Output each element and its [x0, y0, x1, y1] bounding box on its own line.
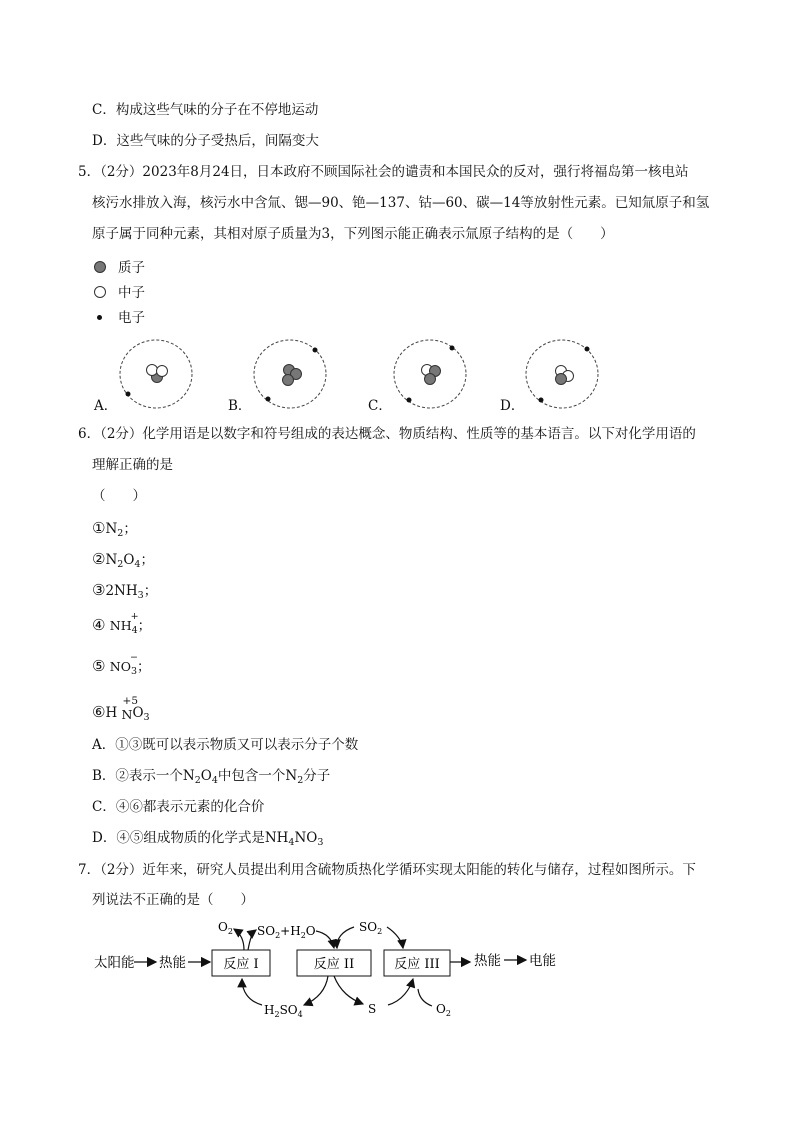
atom-diagram-d — [524, 338, 604, 410]
electric-energy-label: 电能 — [529, 953, 556, 969]
separator: ； — [137, 618, 152, 634]
q6-item-4 — [92, 611, 152, 636]
formula-subscript: 2 — [117, 528, 124, 539]
formula-subscript: 4 — [288, 837, 295, 848]
formula-subscript: 3 — [130, 666, 137, 677]
q5-option-c-label: C． — [368, 398, 392, 414]
separator: ； — [123, 521, 137, 537]
arrow-s-to-reaction3 — [388, 979, 413, 1005]
nitrate-ion — [109, 652, 138, 677]
q5-option-a-label: A． — [94, 398, 118, 414]
electron-icon — [97, 315, 102, 320]
q6-option-b — [92, 766, 330, 786]
q4-option-d: D．这些气味的分子受热后，间隔变大 — [92, 133, 319, 149]
formula-part: N — [285, 768, 298, 784]
option-text: B．②表示一个 — [92, 768, 183, 784]
item-marker: ⑤ — [92, 657, 106, 675]
formula-part: N — [105, 521, 118, 537]
formula-part: 2NH — [105, 583, 138, 599]
formula-subscript: 2 — [297, 775, 304, 786]
q6-item-3 — [92, 580, 157, 601]
electron — [407, 398, 412, 403]
formula-subscript: 3 — [137, 590, 144, 601]
q6-stem-line1: 6．（2分）化学用语是以数字和符号组成的表达概念、物质结构、性质等的基本语言。以下对化学用语的 — [78, 426, 696, 442]
q6-option-c: C．④⑥都表示元素的化合价 — [92, 799, 265, 815]
q6-option-d — [92, 828, 323, 848]
legend-neutron-label: 中子 — [118, 285, 145, 301]
formula-part: N — [182, 768, 195, 784]
legend-proton-label: 质子 — [118, 260, 145, 276]
proton-icon — [94, 261, 106, 273]
reaction-1-label: 反应 I — [223, 957, 259, 972]
option-text: D．④⑤组成物质的化学式是 — [92, 830, 265, 846]
formula-subscript: 4 — [134, 559, 141, 570]
formula-subscript: 2 — [194, 775, 201, 786]
formula-subscript: 4 — [211, 775, 218, 786]
q5-stem-line3: 原子属于同种元素，其相对原子质量为3，下列图示能正确表示氚原子结构的是（ ） — [92, 226, 614, 242]
q7-stem-line1: 7．（2分）近年来，研究人员提出利用含硫物质热化学循环实现太阳能的转化与储存，过程如图所示。下 — [78, 862, 696, 878]
q6-paren: （ ） — [92, 488, 146, 504]
formula-subscript: 2 — [117, 559, 124, 570]
electron — [450, 346, 455, 351]
formula-part: O — [123, 552, 135, 568]
neutron-icon — [94, 286, 106, 298]
formula-part: NO — [294, 830, 318, 846]
arrow-so2-h2o-in — [316, 931, 334, 948]
q6-item-2 — [92, 549, 154, 570]
formula-part: H — [105, 705, 118, 721]
q5-option-b-label: B． — [228, 398, 252, 414]
arrow-o2-out — [234, 929, 244, 950]
o2-bottom-label: $O_2$ — [436, 1002, 451, 1018]
q5-option-d-label: D． — [500, 398, 525, 414]
heat-output-label: 热能 — [474, 953, 501, 969]
reaction-3-label: 反应 III — [394, 957, 440, 972]
q4-option-c: C．构成这些气味的分子在不停地运动 — [92, 102, 319, 118]
ammonium-ion — [109, 611, 139, 636]
h2so4-label: $H_2SO_4$ — [264, 1003, 303, 1019]
electron — [313, 348, 318, 353]
electron — [126, 392, 131, 397]
item-marker: ⑥ — [92, 703, 106, 721]
valence: +5 — [122, 695, 139, 707]
formula-part: NH — [264, 830, 289, 846]
formula-part: O — [200, 768, 212, 784]
valence-annotated-element — [121, 695, 139, 723]
so2-h2o-label: $SO_2+H_2O$ — [257, 924, 316, 940]
o2-top-label: $O_2$ — [218, 920, 233, 936]
formula-part: N — [121, 707, 133, 722]
proton — [556, 374, 567, 385]
option-text: 分子 — [303, 768, 331, 784]
arrow-so2-to-reaction3 — [387, 927, 403, 948]
arrow-h2so4-to-reaction1 — [242, 979, 262, 1005]
option-text: 中包含一个 — [217, 768, 286, 784]
solar-energy-label: 太阳能 — [94, 955, 135, 971]
sulfur-label: S — [368, 1002, 377, 1016]
legend-neutron — [94, 283, 145, 303]
legend-electron — [94, 308, 145, 328]
separator: ； — [140, 552, 154, 568]
reaction-2-label: 反应 II — [313, 957, 355, 972]
atom-diagram-b — [252, 338, 332, 410]
formula-part: NH — [109, 618, 132, 633]
electron — [266, 397, 271, 402]
formula-part: NO — [109, 659, 131, 674]
formula-part: O — [132, 705, 144, 721]
q6-option-a: A．①③既可以表示物质又可以表示分子个数 — [92, 737, 359, 753]
arrow-reaction2-to-s — [334, 976, 363, 1004]
formula-subscript: 3 — [143, 712, 150, 723]
item-marker: ④ — [92, 616, 106, 634]
item-marker: ① — [92, 519, 106, 537]
q6-item-5 — [92, 652, 151, 677]
electron — [585, 347, 590, 352]
so2-right-label: $SO_2$ — [359, 920, 383, 936]
arrow-so2-h2o-out — [248, 930, 256, 950]
q6-item-1 — [92, 518, 137, 539]
proton — [425, 374, 436, 385]
q6-item-6 — [92, 695, 150, 723]
formula-part: N — [105, 552, 118, 568]
q5-stem-line2: 核污水排放入海，核污水中含氚、锶—90、铯—137、钴—60、碳—14等放射性元素。已知氚原子和氢 — [92, 195, 710, 211]
arrow-o2-to-reaction3 — [418, 989, 432, 1006]
sulfur-cycle-diagram — [0, 905, 794, 1025]
item-marker: ③ — [92, 581, 106, 599]
q6-stem-line2: 理解正确的是 — [92, 457, 173, 473]
legend-electron-label: 电子 — [118, 310, 145, 326]
q5-stem-line1: 5．（2分）2023年8月24日，日本政府不顾国际社会的谴责和本国民众的反对，强行将福岛第一核电站 — [78, 164, 689, 180]
electron — [539, 398, 544, 403]
separator: ； — [136, 659, 151, 675]
neutron — [147, 365, 158, 376]
formula-subscript: 4 — [131, 625, 138, 636]
atom-diagram-a — [118, 338, 198, 410]
neutron — [157, 366, 168, 377]
heat-input-label: 热能 — [159, 955, 186, 971]
q7-stem-line2: 列说法不正确的是（ ） — [92, 892, 254, 908]
separator: ； — [143, 583, 158, 599]
arrow-so2-in — [337, 927, 354, 948]
arrow-reaction2-to-h2so4 — [304, 976, 328, 1005]
legend-proton — [94, 258, 145, 278]
ion-charge: − — [130, 652, 138, 663]
item-marker: ② — [92, 550, 106, 568]
atom-diagram-c — [392, 338, 472, 410]
formula-subscript: 3 — [317, 837, 324, 848]
proton — [283, 375, 294, 386]
ion-charge: + — [130, 611, 139, 622]
